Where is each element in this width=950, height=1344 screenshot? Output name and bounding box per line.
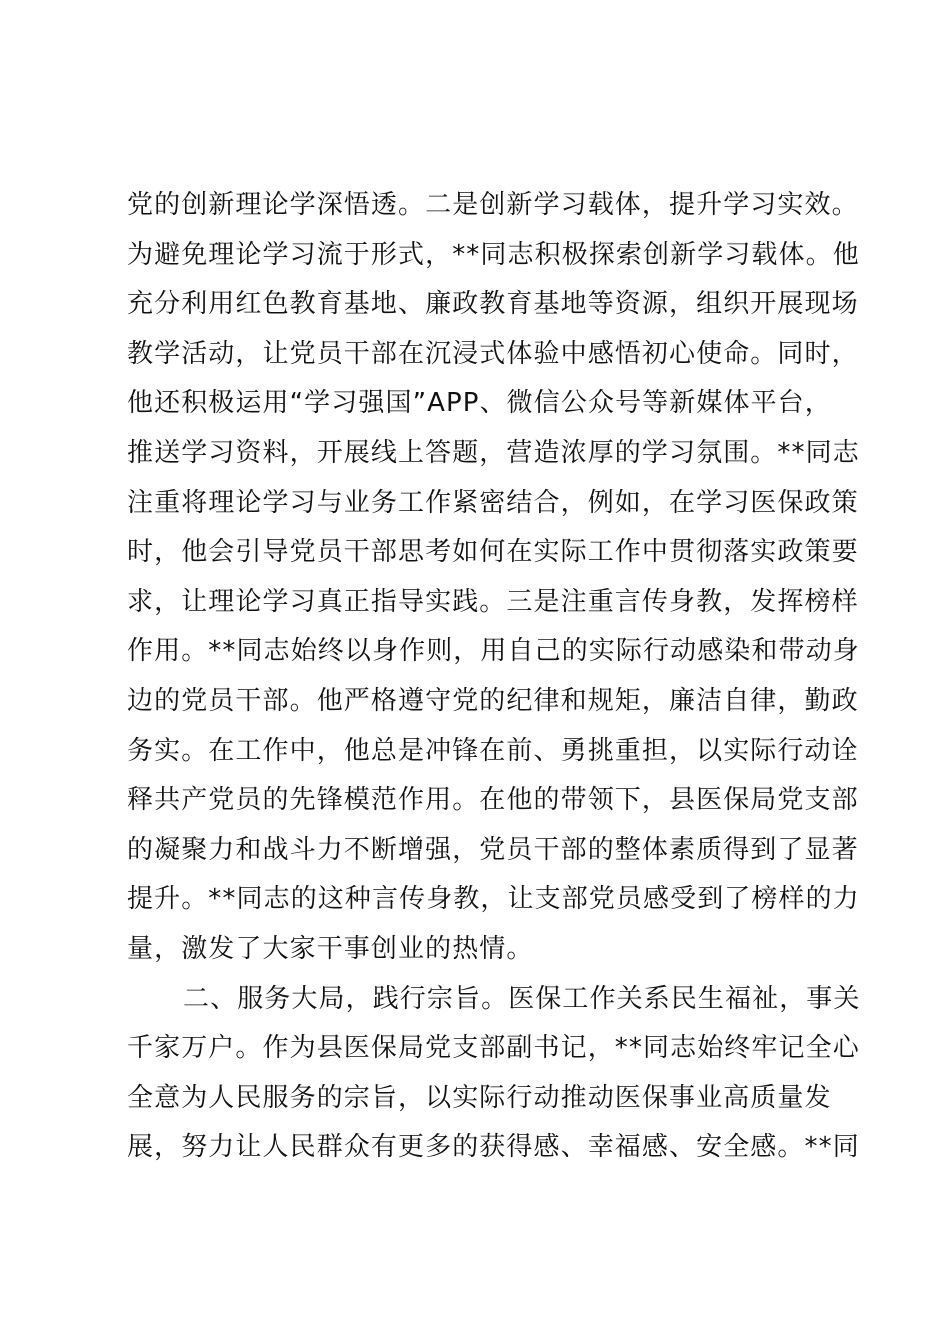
text-line: 务实。在工作中，他总是冲锋在前、勇挑重担，以实际行动诠 [127, 735, 859, 766]
text-line: 边的党员干部。他严格遵守党的纪律和规矩，廉洁自律，勤政 [127, 685, 859, 716]
text-line: 展，努力让人民群众有更多的获得感、幸福感、安全感。**同 [127, 1132, 860, 1163]
text-line: 时，他会引导党员干部思考如何在实际工作中贯彻落实政策要 [127, 537, 859, 568]
text-line: 充分利用红色教育基地、廉政教育基地等资源，组织开展现场 [127, 289, 859, 320]
text-line: 他还积极运用“学习强国”APP、微信公众号等新媒体平台， [127, 388, 832, 419]
text-line: 教学活动，让党员干部在沉浸式体验中感悟初心使命。同时， [127, 338, 859, 369]
text-line: 量，激发了大家干事创业的热情。 [127, 933, 534, 964]
body-text [127, 181, 861, 1173]
paragraph [127, 975, 861, 1173]
text-line: 求，让理论学习真正指导实践。三是注重言传身教，发挥榜样 [127, 586, 859, 617]
text-line: 提升。**同志的这种言传身教，让支部党员感受到了榜样的力 [127, 884, 860, 915]
text-line: 全意为人民服务的宗旨，以实际行动推动医保事业高质量发 [127, 1082, 832, 1113]
text-line: 作用。**同志始终以身作则，用自己的实际行动感染和带动身 [127, 636, 860, 667]
text-line: 推送学习资料，开展线上答题，营造浓厚的学习氛围。**同志 [127, 437, 860, 468]
text-line: 注重将理论学习与业务工作紧密结合，例如，在学习医保政策 [127, 487, 859, 518]
text-line: 党的创新理论学深悟透。二是创新学习载体，提升学习实效。 [127, 190, 859, 220]
paragraph [127, 181, 860, 975]
text-line: 为避免理论学习流于形式，**同志积极探索创新学习载体。他 [127, 239, 860, 270]
text-line: 千家万户。作为县医保局党支部副书记，**同志始终牢记全心 [127, 1033, 860, 1064]
text-line: 的凝聚力和战斗力不断增强，党员干部的整体素质得到了显著 [127, 834, 859, 865]
section-heading-line: 二、服务大局，践行宗旨。医保工作关系民生福祉，事关 [183, 983, 861, 1014]
text-line: 释共产党员的先锋模范作用。在他的带领下，县医保局党支部 [127, 785, 859, 816]
